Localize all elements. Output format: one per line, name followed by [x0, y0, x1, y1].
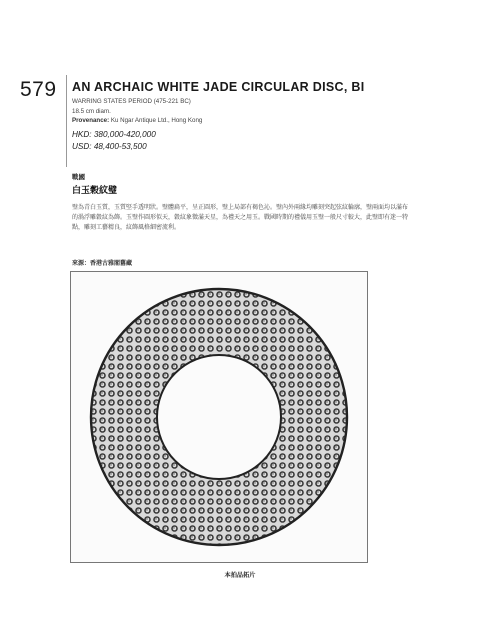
estimate-hkd: HKD: 380,000-420,000 — [72, 130, 156, 139]
provenance-label: Provenance: — [72, 117, 110, 124]
chinese-period: 戰國 — [72, 174, 85, 181]
vertical-divider — [66, 75, 67, 167]
lot-details — [72, 97, 202, 126]
estimate — [72, 129, 156, 153]
jade-disc-rubbing — [71, 272, 367, 562]
chinese-provenance: 來源：香港古雅閣舊藏 — [72, 261, 133, 267]
lot-provenance — [72, 116, 202, 126]
chinese-description: 璧為青白玉質，玉質堅手透明狀。璧體扁平，呈正圓形，璧上局部有褐色沁。璧內外兩緣均雕刻突起弦紋輪廓，璧兩面均以滿布的渦浮雕穀紋為飾。玉璧作圓形似天，穀紋象徵滿天星，為禮天之用玉。戰國時期的禮儀用玉璧一般尺寸較大，此璧即有迷一特點，雕刻工藝精良，紋飾風格細密流利。 — [72, 205, 409, 232]
lot-title: AN ARCHAIC WHITE JADE CIRCULAR DISC, BI — [72, 80, 365, 94]
estimate-usd: USD: 48,400-53,500 — [72, 142, 147, 151]
lot-number: 579 — [20, 78, 57, 101]
chinese-title: 白玉穀紋璧 — [72, 185, 118, 195]
lot-period: WARRING STATES PERIOD (475-221 BC) — [72, 98, 191, 105]
lot-dimension: 18.5 cm diam. — [72, 107, 111, 115]
provenance-value: Ku Ngar Antique Ltd., Hong Kong — [109, 117, 203, 124]
image-caption: 本拍品拓片 — [224, 572, 256, 579]
rubbing-image — [70, 271, 368, 563]
